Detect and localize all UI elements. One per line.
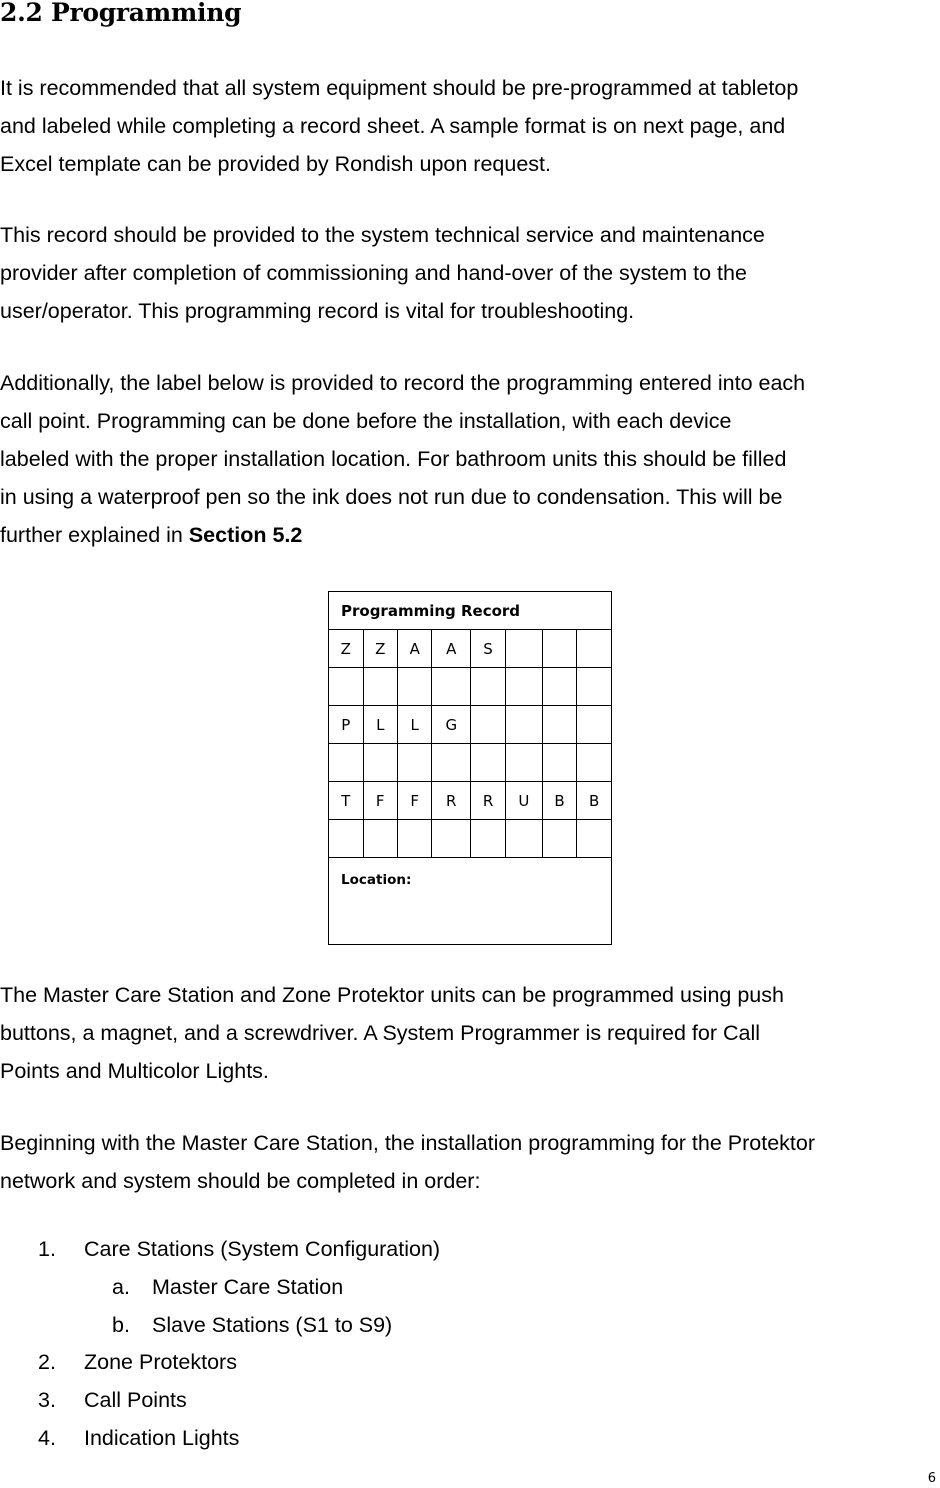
- programming-record-table: [328, 591, 612, 945]
- text-line: [0, 516, 940, 554]
- list-text: Zone Protektors: [84, 1350, 237, 1374]
- record-cell: [432, 744, 471, 782]
- list-number: 4.: [38, 1426, 56, 1450]
- record-row: [329, 630, 612, 668]
- record-cell: [506, 668, 543, 706]
- list-text: Call Points: [84, 1388, 187, 1412]
- record-cell: [506, 630, 543, 668]
- text-line: user/operator. This programming record is vital for troubleshooting.: [0, 299, 635, 323]
- record-cell: F: [363, 782, 398, 820]
- record-cell: A: [398, 630, 432, 668]
- section-reference: Section 5.2: [188, 523, 303, 547]
- page-number: 6: [927, 1471, 936, 1486]
- text-prefix: further explained in: [0, 523, 189, 547]
- paragraph-pre-programming: [0, 69, 940, 183]
- record-cell: [471, 668, 506, 706]
- list-text: Master Care Station: [152, 1275, 344, 1299]
- text-line: call point. Programming can be done before the installation, with each device: [0, 409, 732, 433]
- text-line: in using a waterproof pen so the ink does not run due to condensation. This will be: [0, 485, 783, 509]
- text-line: Points and Multicolor Lights.: [0, 1059, 269, 1083]
- record-cell: [398, 820, 432, 858]
- programming-record-label: [328, 591, 612, 938]
- record-location-label: Location:: [329, 858, 612, 945]
- text-line: provider after completion of commissioning and hand-over of the system to the: [0, 261, 747, 285]
- record-cell: Z: [363, 630, 398, 668]
- text-line: network and system should be completed in order:: [0, 1169, 481, 1193]
- record-cell: [506, 706, 543, 744]
- record-cell: [577, 668, 612, 706]
- list-text: Care Stations (System Configuration): [84, 1237, 441, 1261]
- list-number: b.: [112, 1313, 130, 1337]
- text-line: Excel template can be provided by Rondish upon request.: [0, 152, 551, 176]
- record-cell: R: [432, 782, 471, 820]
- list-text: Slave Stations (S1 to S9): [152, 1313, 393, 1337]
- record-row: [329, 706, 612, 744]
- record-cell: A: [432, 630, 471, 668]
- record-cell: [542, 706, 577, 744]
- paragraph-programming-methods: [0, 976, 940, 1090]
- text-line: Additionally, the label below is provided to record the programming entered into each: [0, 371, 806, 395]
- record-cell: [398, 744, 432, 782]
- record-cell: F: [398, 782, 432, 820]
- list-number: a.: [112, 1275, 130, 1299]
- record-cell: [398, 668, 432, 706]
- list-number: 2.: [38, 1350, 56, 1374]
- record-cell: [506, 820, 543, 858]
- record-cell: [329, 744, 364, 782]
- text-line: and labeled while completing a record sheet. A sample format is on next page, and: [0, 114, 786, 138]
- record-cell: [432, 668, 471, 706]
- record-location-row: [329, 858, 612, 945]
- record-cell: B: [542, 782, 577, 820]
- record-cell: U: [506, 782, 543, 820]
- text-line: Beginning with the Master Care Station, the installation programming for the Protektor: [0, 1131, 816, 1155]
- record-row: [329, 744, 612, 782]
- record-title: Programming Record: [329, 592, 612, 630]
- list-text: Indication Lights: [84, 1426, 240, 1450]
- text-line: The Master Care Station and Zone Protektor units can be programmed using push: [0, 983, 784, 1007]
- paragraph-label-info: [0, 364, 940, 554]
- record-cell: [471, 744, 506, 782]
- list-number: 1.: [38, 1237, 56, 1261]
- record-cell: G: [432, 706, 471, 744]
- record-cell: [471, 706, 506, 744]
- record-cell: [363, 668, 398, 706]
- record-cell: [432, 820, 471, 858]
- record-cell: B: [577, 782, 612, 820]
- record-cell: P: [329, 706, 364, 744]
- record-row: [329, 782, 612, 820]
- record-cell: [542, 744, 577, 782]
- record-cell: S: [471, 630, 506, 668]
- text-line: It is recommended that all system equipment should be pre-programmed at tabletop: [0, 76, 799, 100]
- record-cell: [471, 820, 506, 858]
- record-cell: [542, 668, 577, 706]
- record-cell: Z: [329, 630, 364, 668]
- record-row: [329, 668, 612, 706]
- record-cell: R: [471, 782, 506, 820]
- paragraph-record-provided: [0, 216, 940, 330]
- record-cell: [506, 744, 543, 782]
- record-cell: L: [398, 706, 432, 744]
- paragraph-order: [0, 1124, 940, 1200]
- record-cell: [363, 744, 398, 782]
- section-heading: 2.2 Programming: [0, 0, 242, 27]
- record-cell: [577, 706, 612, 744]
- record-cell: [577, 630, 612, 668]
- list-number: 3.: [38, 1388, 56, 1412]
- record-cell: T: [329, 782, 364, 820]
- record-cell: [542, 630, 577, 668]
- record-cell: L: [363, 706, 398, 744]
- text-line: This record should be provided to the system technical service and maintenance: [0, 223, 765, 247]
- record-cell: [329, 820, 364, 858]
- record-cell: [577, 820, 612, 858]
- record-cell: [329, 668, 364, 706]
- record-cell: [542, 820, 577, 858]
- record-cell: [363, 820, 398, 858]
- text-line: buttons, a magnet, and a screwdriver. A System Programmer is required for Call: [0, 1021, 760, 1045]
- record-cell: [577, 744, 612, 782]
- record-row: [329, 820, 612, 858]
- text-line: labeled with the proper installation location. For bathroom units this should be filled: [0, 447, 787, 471]
